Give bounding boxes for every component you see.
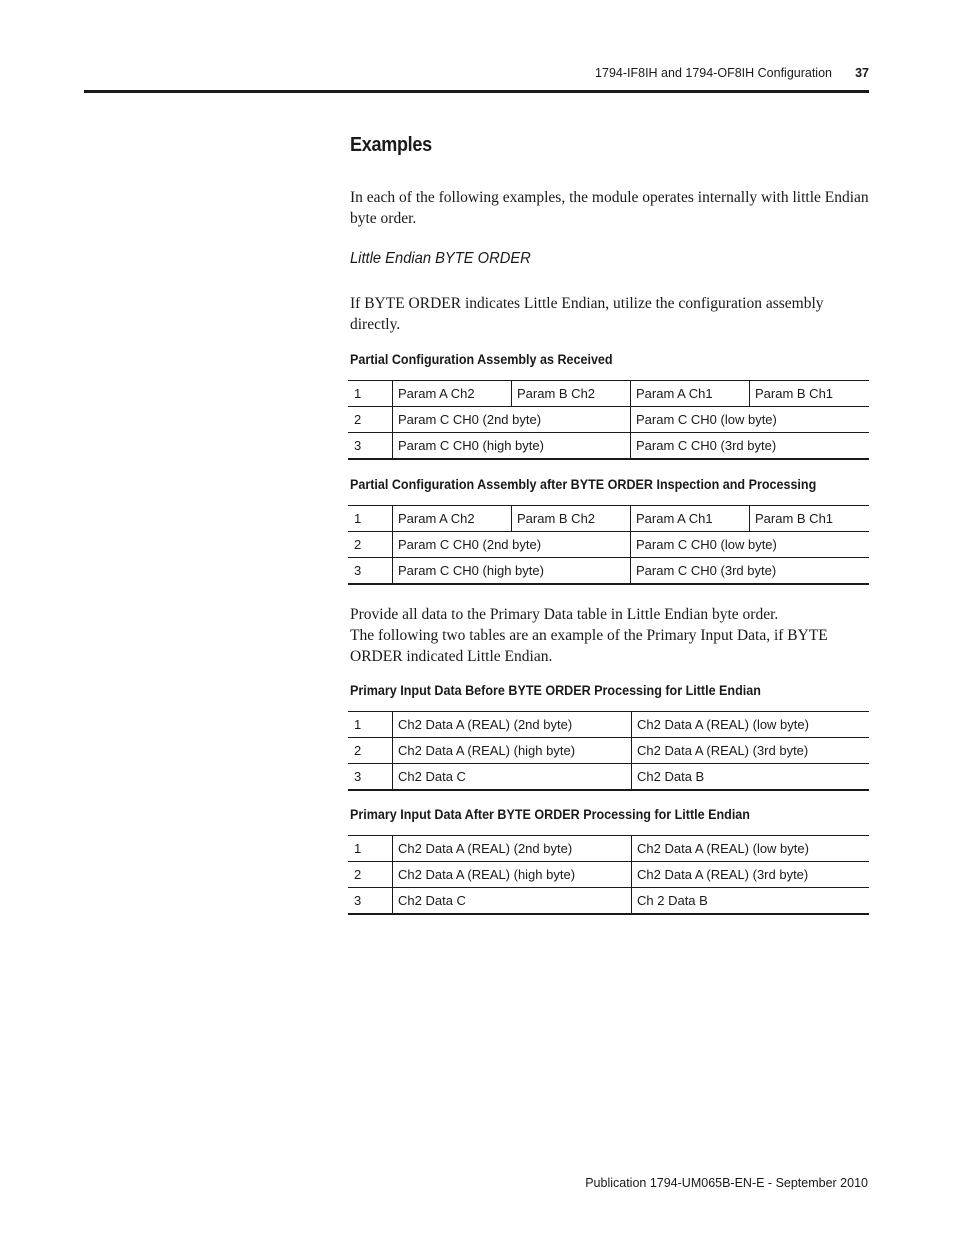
table-cell: Ch 2 Data B xyxy=(632,888,870,915)
header-title: 1794-IF8IH and 1794-OF8IH Configuration xyxy=(595,66,832,80)
row-number: 1 xyxy=(348,381,393,407)
table-row xyxy=(348,407,869,433)
table-cell: Ch2 Data C xyxy=(393,888,632,915)
table-row xyxy=(348,381,869,407)
table-row xyxy=(348,764,869,791)
table-cell: Param A Ch1 xyxy=(631,506,750,532)
table-cell: Param C CH0 (2nd byte) xyxy=(393,532,631,558)
table-cell: Ch2 Data B xyxy=(632,764,870,791)
table-row xyxy=(348,738,869,764)
row-number: 3 xyxy=(354,563,362,578)
primary-data-paragraph xyxy=(350,604,869,667)
table-cell: Ch2 Data A (REAL) (2nd byte) xyxy=(393,836,632,862)
table-cell: Param C CH0 (low byte) xyxy=(631,407,870,433)
table-cell: Ch2 Data A (REAL) (3rd byte) xyxy=(632,862,870,888)
table-cell: Ch2 Data A (REAL) (2nd byte) xyxy=(393,712,632,738)
table-row xyxy=(348,888,869,915)
table-cell: Ch2 Data A (REAL) (high byte) xyxy=(393,862,632,888)
table-row xyxy=(348,506,869,532)
table-cell: Param A Ch2 xyxy=(393,506,512,532)
config-assembly-received-table xyxy=(348,380,869,460)
table-cell: Param A Ch2 xyxy=(393,381,512,407)
table-cell: Param C CH0 (high byte) xyxy=(393,558,631,585)
primary-input-before-table xyxy=(348,711,869,791)
table-row xyxy=(348,862,869,888)
page-header xyxy=(84,66,869,93)
table-row xyxy=(348,836,869,862)
row-number: 3 xyxy=(354,893,362,908)
table-cell: Param A Ch1 xyxy=(631,381,750,407)
table-cell: Param C CH0 (high byte) xyxy=(393,433,631,460)
table-cell: Param B Ch1 xyxy=(750,381,870,407)
table-row xyxy=(348,532,869,558)
table-cell: Param B Ch1 xyxy=(750,506,870,532)
page-number: 37 xyxy=(855,66,869,80)
table-cell: Param B Ch2 xyxy=(512,506,631,532)
primary-data-sentence: Provide all data to the Primary Data table in Little Endian byte order. xyxy=(350,606,779,623)
table-cell: Ch2 Data A (REAL) (low byte) xyxy=(632,836,870,862)
table-row xyxy=(348,558,869,585)
table-caption: Primary Input Data Before BYTE ORDER Processing for Little Endian xyxy=(350,683,761,698)
section-heading: Examples xyxy=(350,134,432,156)
row-number: 2 xyxy=(348,532,393,558)
primary-input-after-table xyxy=(348,835,869,915)
primary-data-sentence: The following two tables are an example of the Primary Input Data, if BYTE ORDER indicated Little Endian. xyxy=(350,627,828,665)
table-cell: Ch2 Data A (REAL) (high byte) xyxy=(393,738,632,764)
row-number: 1 xyxy=(348,506,393,532)
table-cell: Param B Ch2 xyxy=(512,381,631,407)
subheading: Little Endian BYTE ORDER xyxy=(350,250,531,267)
table-caption: Partial Configuration Assembly after BYTE ORDER Inspection and Processing xyxy=(350,477,817,492)
byte-order-paragraph: If BYTE ORDER indicates Little Endian, utilize the configuration assembly directly. xyxy=(350,295,824,333)
table-cell: Param C CH0 (low byte) xyxy=(631,532,870,558)
table-cell: Ch2 Data A (REAL) (low byte) xyxy=(632,712,870,738)
table-cell: Param C CH0 (2nd byte) xyxy=(393,407,631,433)
config-assembly-processed-table xyxy=(348,505,869,585)
table-cell: Param C CH0 (3rd byte) xyxy=(631,558,870,585)
row-number: 2 xyxy=(348,862,393,888)
table-cell: Ch2 Data A (REAL) (3rd byte) xyxy=(632,738,870,764)
table-row xyxy=(348,712,869,738)
row-number: 3 xyxy=(354,769,362,784)
table-cell: Ch2 Data C xyxy=(393,764,632,791)
table-caption: Partial Configuration Assembly as Received xyxy=(350,352,613,367)
row-number: 3 xyxy=(354,438,362,453)
row-number: 1 xyxy=(348,712,393,738)
row-number: 2 xyxy=(348,738,393,764)
table-row xyxy=(348,433,869,460)
row-number: 2 xyxy=(348,407,393,433)
table-cell: Param C CH0 (3rd byte) xyxy=(631,433,870,460)
publication-footer: Publication 1794-UM065B-EN-E - September 2010 xyxy=(585,1176,868,1190)
table-caption: Primary Input Data After BYTE ORDER Processing for Little Endian xyxy=(350,807,750,822)
row-number: 1 xyxy=(348,836,393,862)
intro-paragraph: In each of the following examples, the module operates internally with little Endian byte order. xyxy=(350,189,869,227)
